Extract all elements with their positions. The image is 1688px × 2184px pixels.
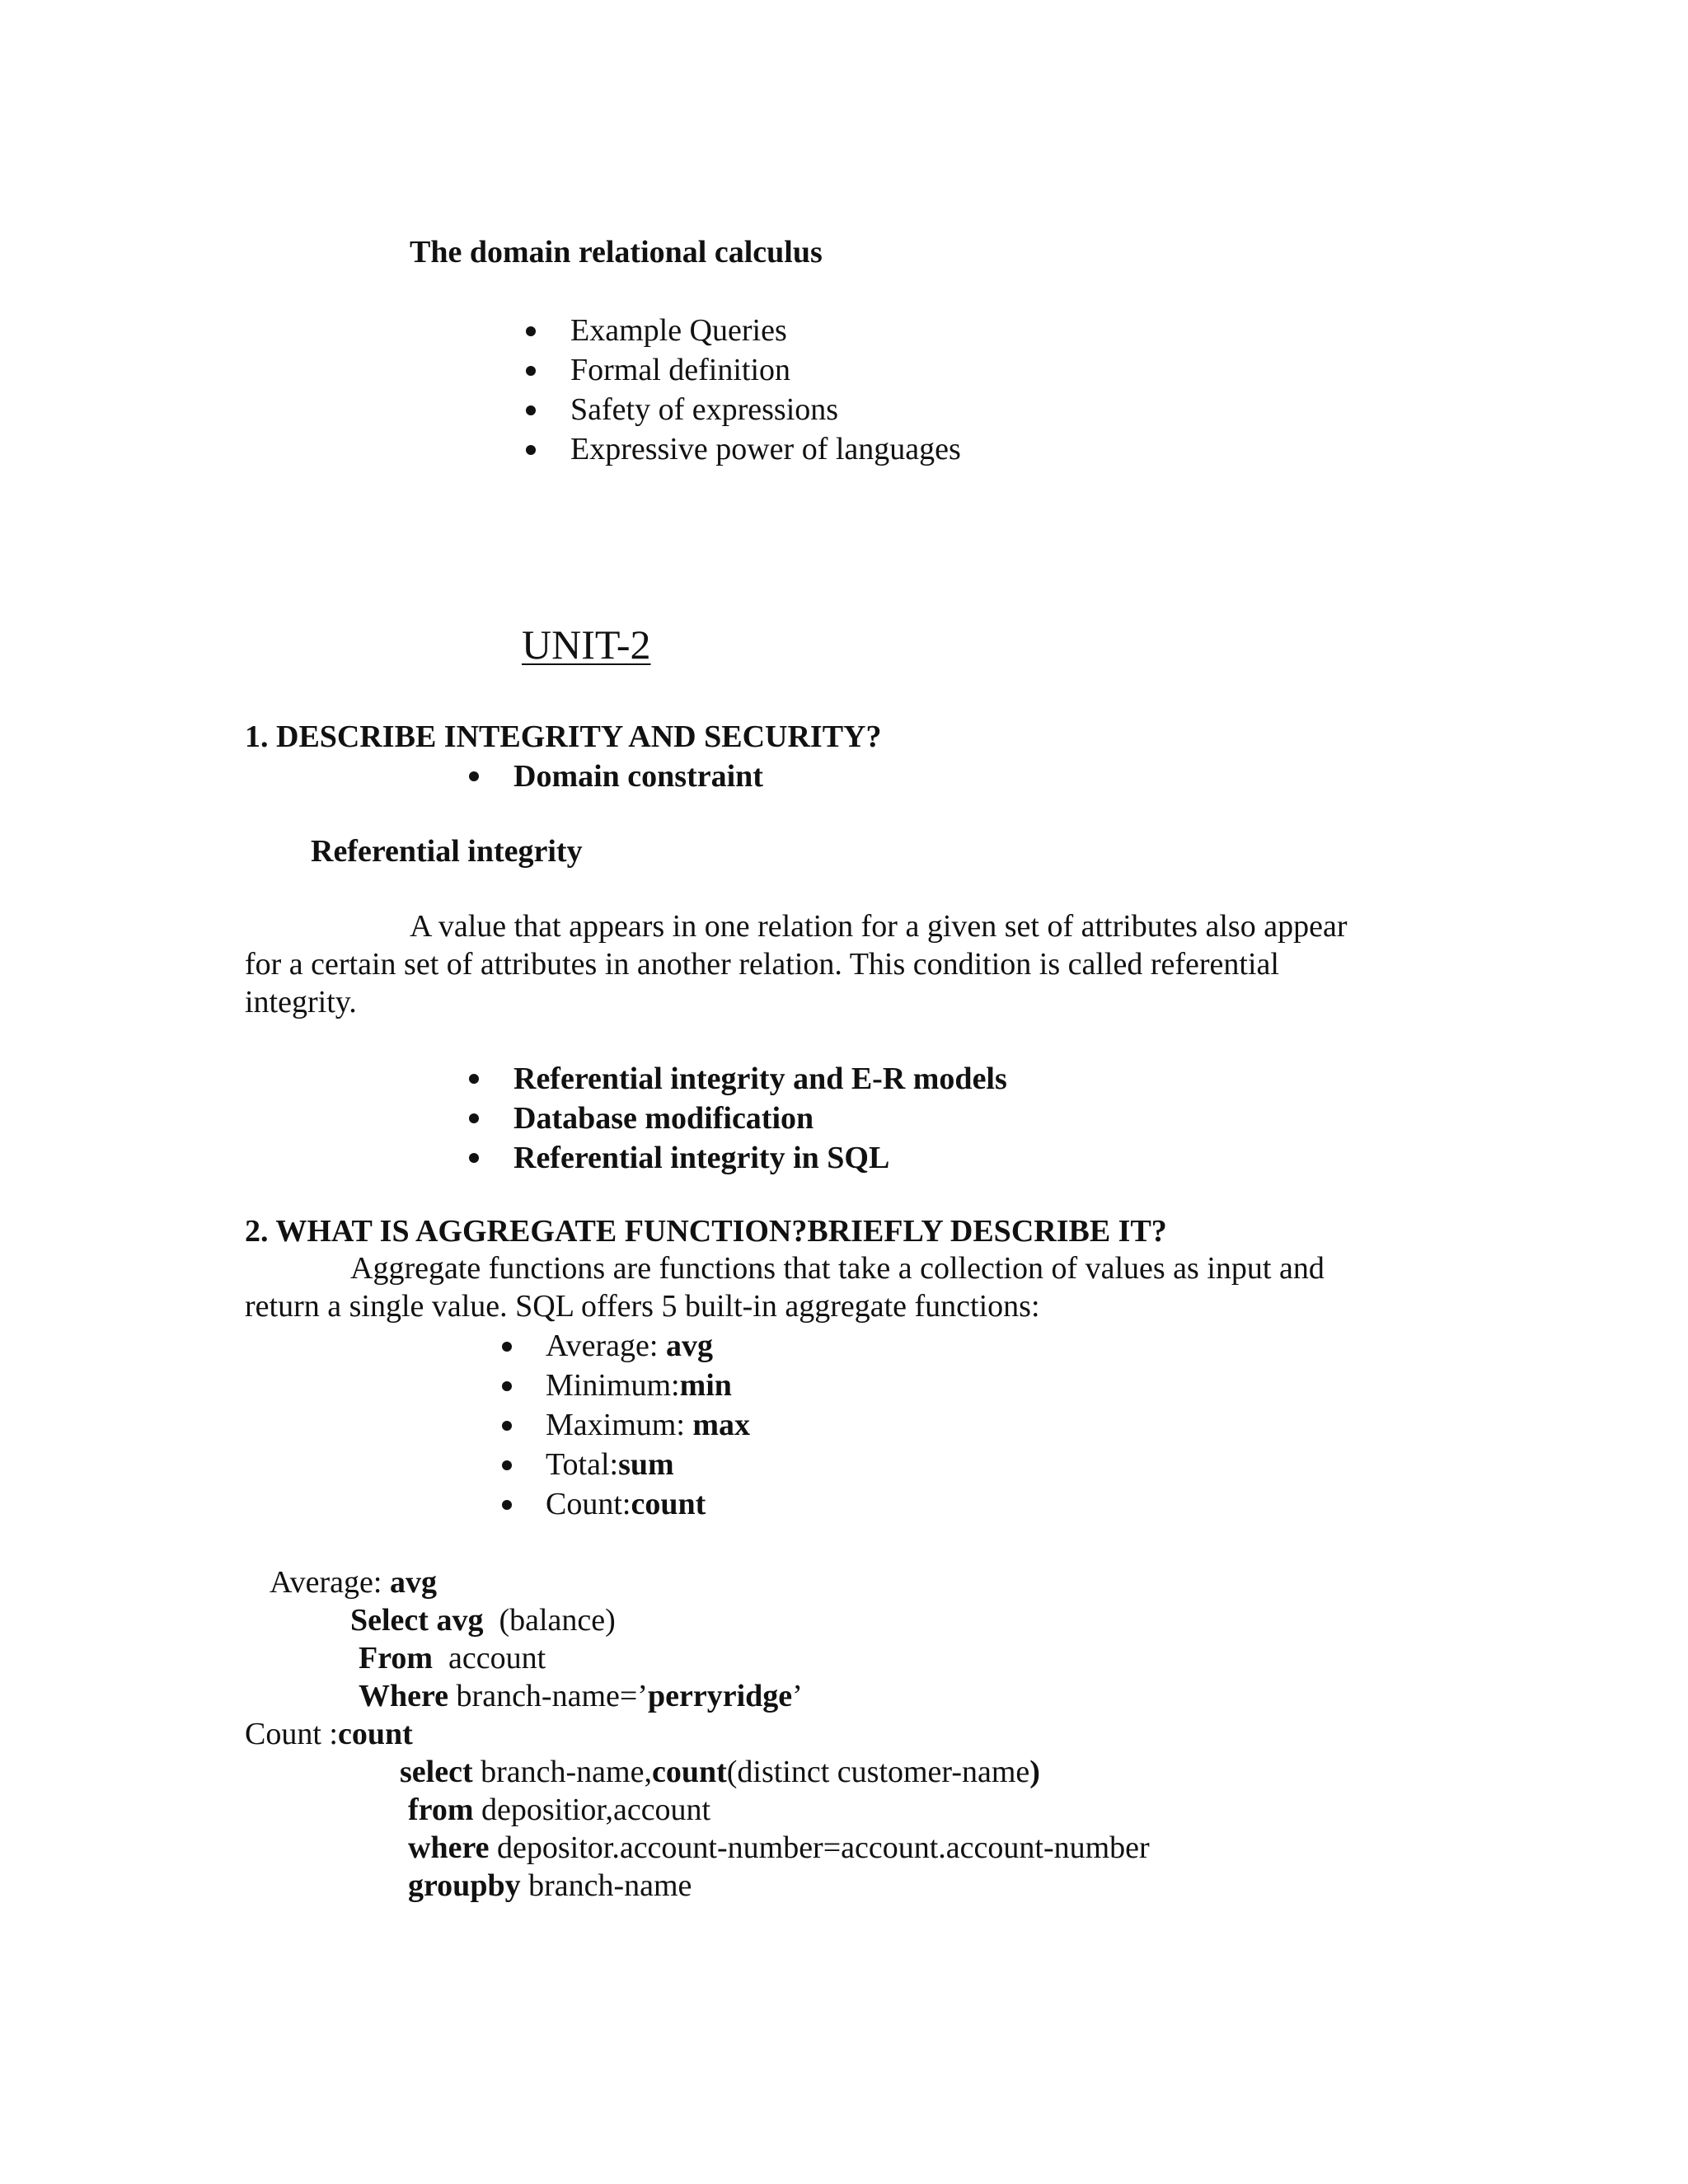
example-label: Average: avg xyxy=(270,1565,437,1600)
paragraph-line: for a certain set of attributes in another relation. This condition is called referential xyxy=(245,947,1279,982)
unit-heading: UNIT-2 xyxy=(522,621,651,668)
list-item-text: Example Queries xyxy=(570,313,787,348)
list-item-text: Formal definition xyxy=(570,353,791,387)
bullet-icon xyxy=(469,1153,479,1163)
subheading-referential-integrity: Referential integrity xyxy=(311,834,583,869)
bullet-icon xyxy=(502,1500,512,1510)
bullet-icon xyxy=(502,1460,512,1470)
list-item-text: Maximum: max xyxy=(546,1408,751,1442)
paragraph-line: integrity. xyxy=(245,985,357,1019)
code-line: from depositior,account xyxy=(408,1793,711,1827)
list-item-text: Average: avg xyxy=(546,1329,713,1363)
code-line: where depositor.account-number=account.account-number xyxy=(408,1830,1150,1865)
list-item-text: Referential integrity in SQL xyxy=(513,1141,890,1175)
list-item-text: Expressive power of languages xyxy=(570,432,961,466)
paragraph-line: A value that appears in one relation for a given set of attributes also appear xyxy=(410,909,1348,944)
list-item-text: Domain constraint xyxy=(513,759,763,794)
list-item-text: Referential integrity and E-R models xyxy=(513,1062,1007,1096)
bullet-icon xyxy=(502,1381,512,1391)
code-line: From account xyxy=(359,1641,546,1675)
paragraph-line: Aggregate functions are functions that take a collection of values as input and xyxy=(350,1251,1325,1286)
question-2-heading: 2. WHAT IS AGGREGATE FUNCTION?BRIEFLY DESCRIBE IT? xyxy=(245,1214,1167,1249)
code-line: groupby branch-name xyxy=(408,1868,692,1903)
question-1-heading: 1. DESCRIBE INTEGRITY AND SECURITY? xyxy=(245,719,882,754)
bullet-icon xyxy=(526,405,536,415)
code-line: Where branch-name=’perryridge’ xyxy=(359,1679,803,1713)
code-line: select branch-name,count(distinct customer-name) xyxy=(400,1755,1040,1789)
bullet-icon xyxy=(469,1074,479,1084)
list-item-text: Minimum:min xyxy=(546,1368,732,1403)
bullet-icon xyxy=(526,445,536,455)
bullet-icon xyxy=(502,1421,512,1431)
bullet-icon xyxy=(469,771,479,781)
list-item-text: Total:sum xyxy=(546,1447,674,1482)
bullet-icon xyxy=(526,326,536,336)
code-line: Select avg (balance) xyxy=(350,1603,616,1638)
list-item-text: Count:count xyxy=(546,1487,706,1521)
list-item-text: Safety of expressions xyxy=(570,392,839,427)
paragraph-line: return a single value. SQL offers 5 built-in aggregate functions: xyxy=(245,1289,1040,1324)
bullet-icon xyxy=(526,366,536,376)
example-label: Count :count xyxy=(245,1717,413,1751)
list-item-text: Database modification xyxy=(513,1101,814,1136)
bullet-icon xyxy=(502,1342,512,1352)
bullet-icon xyxy=(469,1113,479,1123)
section-title: The domain relational calculus xyxy=(410,235,823,269)
